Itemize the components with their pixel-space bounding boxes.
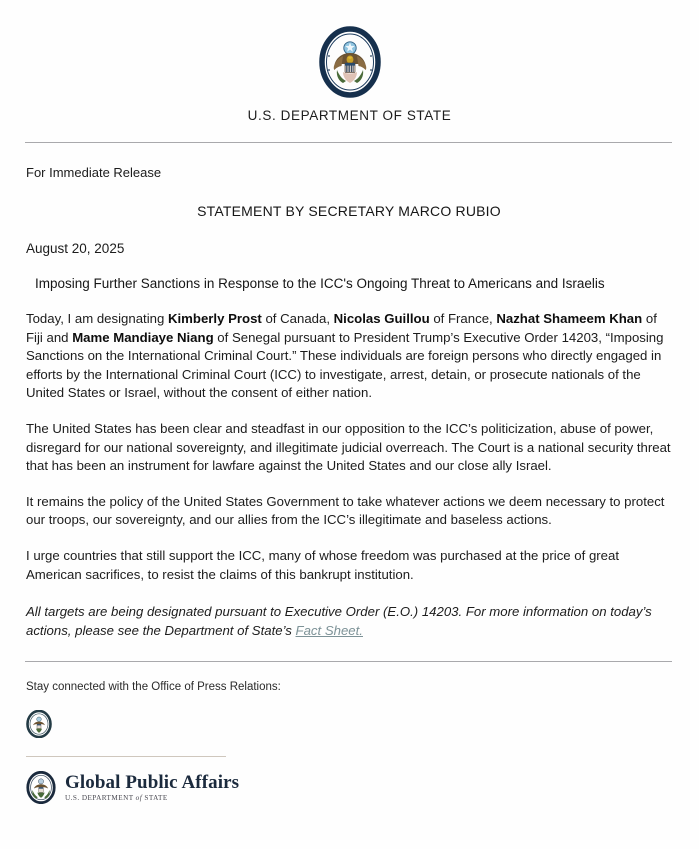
logo-subtitle-pre: U.S. DEPARTMENT	[65, 794, 136, 803]
stay-connected-label: Stay connected with the Office of Press Relations:	[26, 681, 281, 694]
paragraph-2: The United States has been clear and steadfast in our opposition to the ICC’s politicization, abuse of power, disregard for our national sovereignty, and illegitimate judicial overreach. The Court is a national security threat that has been an instrument for lawfare against the United States and our close ally Israel.	[26, 420, 671, 474]
paragraph-3: It remains the policy of the United States Government to take whatever actions we deem necessary to protect our troops, our sovereignty, and our allies from the ICC’s illegitimate and baseless actions.	[26, 493, 665, 528]
seal-container	[0, 26, 699, 98]
department-title: U.S. DEPARTMENT OF STATE	[247, 108, 452, 123]
designee-name-2: Nicolas Guillou	[333, 311, 430, 326]
header-divider	[25, 142, 672, 143]
document-body	[0, 165, 699, 661]
designee-name-1: Kimberly Prost	[167, 311, 262, 326]
paragraph-1-text-3: of France,	[429, 311, 497, 326]
us-department-of-state-seal-small-icon[interactable]	[26, 710, 52, 738]
paragraph-1-text-4: of Fiji and	[26, 311, 657, 345]
fact-sheet-link[interactable]: Fact Sheet.	[295, 622, 363, 638]
global-public-affairs-logo	[26, 771, 672, 804]
logo-title: Global Public Affairs	[65, 772, 240, 794]
us-department-of-state-seal-icon	[319, 26, 381, 98]
designation-note	[26, 603, 672, 640]
footer	[0, 681, 699, 804]
paragraph-4: I urge countries that still support the ICC, many of whose freedom was purchased at the price of great American sacrifices, to resist the claims of this bankrupt institution.	[26, 547, 620, 582]
masthead	[0, 0, 699, 123]
designation-note-text: All targets are being designated pursuant to Executive Order (E.O.) 14203. For more information on today’s actions, please see the Department of State’s	[26, 604, 652, 638]
press-relations-seal-row	[26, 710, 672, 738]
release-line: For Immediate Release	[26, 165, 162, 180]
paragraph-1	[26, 310, 672, 403]
paragraph-1-text-5: of Senegal pursuant to President Trump’s Executive Order 14203, “Imposing Sanctions on the International Criminal Court.” These individuals are foreign persons who directly engaged in efforts by the International Criminal Court (ICC) to investigate, arrest, detain, or prosecute nationals of the United States or Israel, without the consent of either nation.	[26, 329, 664, 401]
footer-divider	[25, 661, 672, 662]
logo-subtitle-post: STATE	[142, 794, 168, 803]
paragraph-1-text-2: of Canada,	[261, 311, 334, 326]
subject-headline: Imposing Further Sanctions in Response to the ICC's Ongoing Threat to Americans and Israelis	[35, 276, 605, 291]
statement-title: STATEMENT BY SECRETARY MARCO RUBIO	[197, 203, 501, 219]
designee-name-3: Nazhat Shameem Khan	[496, 311, 643, 326]
paragraph-1-text-1: Today, I am designating	[26, 311, 168, 326]
us-department-of-state-seal-logo-icon	[26, 771, 56, 804]
designee-name-4: Mame Mandiaye Niang	[72, 329, 214, 345]
release-date: August 20, 2025	[26, 241, 125, 256]
logo-subtitle	[65, 795, 239, 802]
logo-subtitle-of: of	[135, 794, 143, 803]
logo-divider	[26, 756, 226, 757]
logo-text-block	[65, 773, 239, 802]
